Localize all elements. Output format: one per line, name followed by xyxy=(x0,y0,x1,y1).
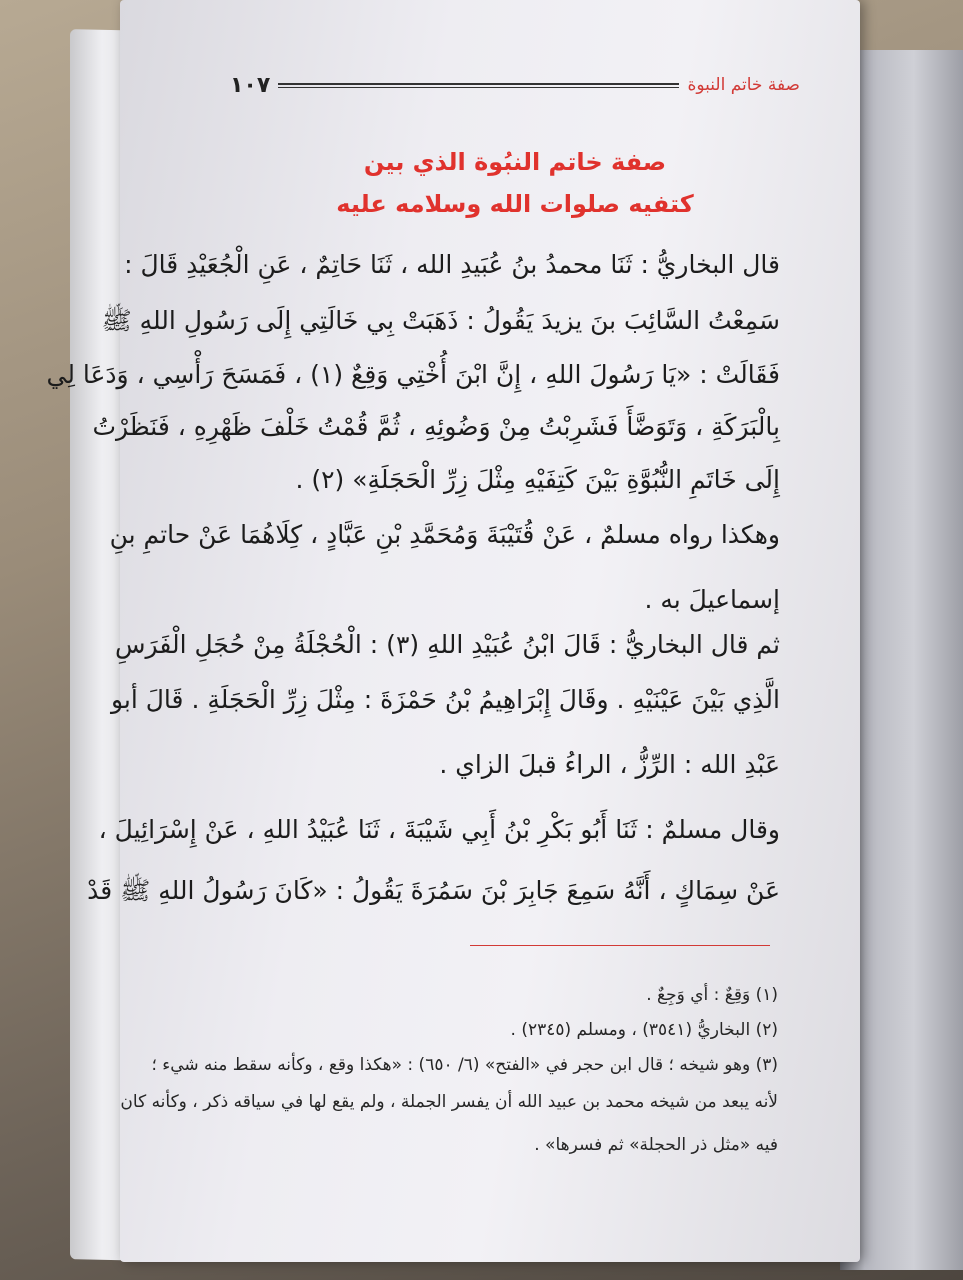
body-line: قال البخاريُّ : ثَنَا محمدُ بنُ عُبَيدِ الله ، ثَنَا حَاتِمٌ ، عَنِ الْجُعَيْدِ قَالَ : xyxy=(124,250,780,279)
footnote-line: (٢) البخاريُّ (٣٥٤١) ، ومسلم (٢٣٤٥) . xyxy=(510,1020,778,1040)
body-line: إِلَى خَاتَمِ النُّبُوَّةِ بَيْنَ كَتِفَيْهِ مِثْلَ زِرِّ الْحَجَلَةِ» (٢) . xyxy=(295,465,780,494)
body-line: إسماعيلَ به . xyxy=(644,585,780,614)
running-title: صفة خاتم النبوة xyxy=(687,75,800,95)
footnote-line: فيه «مثل ذر الحجلة» ثم فسرها» . xyxy=(534,1135,778,1155)
body-line: وقال مسلمٌ : ثَنَا أَبُو بَكْرِ بْنُ أَبِي شَيْبَةَ ، ثَنَا عُبَيْدُ اللهِ ، عَنْ إِسْرَائِيلَ ، xyxy=(98,815,780,844)
body-line: فَقَالَتْ : «يَا رَسُولَ اللهِ ، إِنَّ ابْنَ أُخْتِي وَقِعٌ (١) ، فَمَسَحَ رَأْسِي ، وَدَعَا لِي xyxy=(46,360,780,389)
footnote-separator xyxy=(470,945,770,946)
page-header xyxy=(230,72,800,98)
page-number: ١٠٧ xyxy=(230,72,271,98)
body-line: وهكذا رواه مسلمٌ ، عَنْ قُتَيْبَةَ وَمُحَمَّدِ بْنِ عَبَّادٍ ، كِلَاهُمَا عَنْ حاتمِ بنِ xyxy=(109,520,780,549)
body-line: عَنْ سِمَاكٍ ، أَنَّهُ سَمِعَ جَابِرَ بْنَ سَمُرَةَ يَقُولُ : «كَانَ رَسُولُ اللهِ ﷺ قَدْ xyxy=(87,876,780,905)
book-page xyxy=(46,0,860,1262)
chapter-title-line-2: كتفيه صلوات الله وسلامه عليه xyxy=(336,190,694,218)
body-line: سَمِعْتُ السَّائِبَ بنَ يزيدَ يَقُولُ : ذَهَبَتْ بِي خَالَتِي إِلَى رَسُولِ اللهِ ﷺ xyxy=(101,306,780,335)
body-line: الَّذِي بَيْنَ عَيْنَيْهِ . وقَالَ إِبْرَاهِيمُ بْنُ حَمْزَةَ : مِثْلَ زِرِّ الْحَجَلَةِ . قَالَ أبو xyxy=(111,685,780,714)
footnote-line: (١) وَقِعٌ : أي وَجِعٌ . xyxy=(646,985,778,1005)
body-line: عَبْدِ الله : الرِّزُّ ، الراءُ قبلَ الزاي . xyxy=(439,750,780,779)
body-line: بِالْبَرَكَةِ ، وَتَوَضَّأَ فَشَرِبْتُ مِنْ وَضُوئِهِ ، ثُمَّ قُمْتُ خَلْفَ ظَهْرِهِ ، فَنَظَرْتُ xyxy=(92,412,780,441)
footnote-line: لأنه يبعد من شيخه محمد بن عبيد الله أن يفسر الجملة ، ولم يقع لها في سياقه ذكر ، وكأنه كان xyxy=(120,1092,778,1112)
body-line: ثم قال البخاريُّ : قَالَ ابْنُ عُبَيْدِ اللهِ (٣) : الْحُجْلَةُ مِنْ حُجَلِ الْفَرَسِ xyxy=(115,630,780,659)
header-rule xyxy=(278,83,679,88)
footnote-line: (٣) وهو شيخه ؛ قال ابن حجر في «الفتح» (٦/ ٦٥٠) : «هكذا وقع ، وكأنه سقط منه شيء ؛ xyxy=(151,1055,778,1075)
chapter-title-line-1: صفة خاتم النبُوة الذي بين xyxy=(363,148,667,176)
